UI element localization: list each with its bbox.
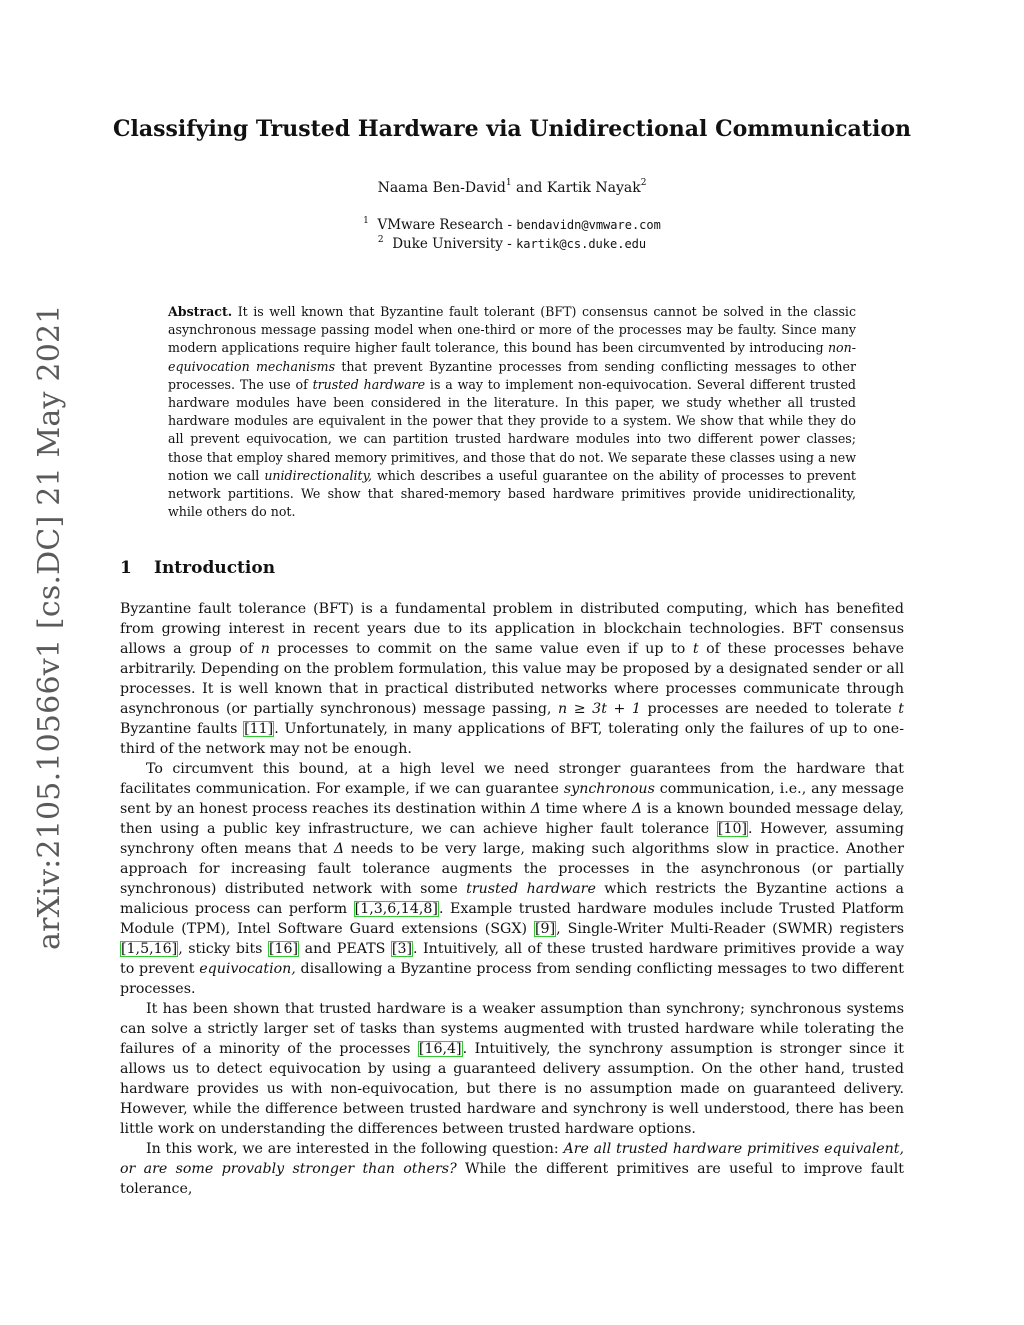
abstract-emphasis: unidirectionality, (264, 467, 373, 483)
abstract-text: is a way to implement non-equivocation. Several different trusted hardware modules have been considered in the literature. In this paper, we study whether all trusted hardware modules are equivalent in the power that they provide to a system. We show that while they do all prevent equivocation, we can partition trusted hardware modules into two different power classes; those that employ shared memory primitives, and those that do not. We separate these classes using a new notion we call (168, 376, 856, 483)
body-text: communication, i.e., any message sent by an honest process reaches its destination within (120, 781, 905, 817)
body-text: disallowing a Byzantine process from sending conflicting messages to two different processes. (120, 961, 904, 997)
author-name: Naama Ben-David (377, 180, 506, 196)
affiliation-line (112, 235, 912, 254)
emphasis: equivocation, (199, 961, 296, 977)
abstract-text: that prevent Byzantine processes from sending conflicting messages to other processes. The use of (168, 358, 856, 392)
paper-title: Classifying Trusted Hardware via Unidirectional Communication (113, 116, 911, 142)
affiliation-institution: Duke University - (392, 236, 512, 252)
paragraph (120, 759, 904, 999)
introduction-body (120, 599, 904, 1199)
citation-link[interactable]: [1,5,16] (121, 941, 178, 957)
research-question: Are all trusted hardware primitives equivalent, or are some provably stronger than others? (120, 1141, 904, 1177)
body-text: time where (545, 801, 628, 817)
body-text: , sticky bits (178, 941, 263, 957)
section-heading-introduction (120, 556, 275, 580)
author-email[interactable]: kartik@cs.duke.edu (516, 237, 647, 251)
affiliation-mark: 2 (377, 234, 384, 245)
body-text: Byzantine faults (120, 721, 238, 737)
arxiv-identifier-stamp: arXiv:2105.10566v1 [cs.DC] 21 May 2021 (32, 304, 67, 950)
body-text: processes to commit on the same value even if up to (277, 641, 686, 657)
math-variable: Δ (333, 841, 345, 857)
affiliation-mark: 1 (505, 178, 512, 189)
body-text: , Single-Writer Multi-Reader (SWMR) registers (556, 921, 904, 937)
body-text: needs to be very large, making such algorithms slow in practice. Another approach for increasing fault tolerance augments the processes in the asynchronous (or partially synchronous) distributed network with some (120, 841, 904, 897)
abstract-emphasis: non-equivocation mechanisms (168, 340, 856, 374)
body-text: . Example trusted hardware modules include Trusted Platform Module (TPM), Intel Software Guard extensions (SGX) (120, 901, 904, 937)
math-variable: n (260, 641, 270, 657)
citation-link[interactable]: [1,3,6,14,8] (354, 901, 438, 917)
affiliation-institution: VMware Research - (377, 217, 513, 233)
citation-link[interactable]: [16] (268, 941, 299, 957)
body-text: To circumvent this bound, at a high level we need stronger guarantees from the hardware that facilitates communication. For example, if we can guarantee (120, 761, 904, 797)
abstract (168, 303, 856, 521)
math-variable: t (692, 641, 699, 657)
body-text: is a known bounded message delay, then using a public key infrastructure, we can achieve higher fault tolerance (120, 801, 905, 837)
body-text: of these processes behave arbitrarily. Depending on the problem formulation, this value may be proposed by a designated sender or all processes. It is well known that in practical distributed networks where processes communicate through asynchronous (or partially synchronous) message passing, (120, 641, 905, 717)
author-email[interactable]: bendavidn@vmware.com (516, 218, 661, 232)
author-joiner: and (516, 180, 543, 196)
abstract-emphasis: trusted hardware (312, 376, 426, 392)
affiliation-list (112, 216, 912, 254)
paragraph (120, 1139, 904, 1199)
citation-link[interactable]: [11] (244, 721, 274, 737)
affiliation-line (112, 216, 912, 235)
emphasis: synchronous (563, 781, 655, 797)
body-text: which restricts the Byzantine actions a malicious process can perform (120, 881, 904, 917)
emphasis: trusted hardware (466, 881, 596, 897)
citation-link[interactable]: [9] (535, 921, 556, 937)
math-expression: n ≥ 3t + 1 (558, 701, 641, 717)
body-text: Byzantine fault tolerance (BFT) is a fundamental problem in distributed computing, which has benefited from growing interest in recent years due to its application in blockchain technologies. BFT consensus allows a group of (120, 601, 904, 657)
body-text: . However, assuming synchrony often means that (120, 821, 904, 857)
math-variable: t (898, 701, 904, 717)
section-number: 1 (120, 558, 132, 578)
body-text: In this work, we are interested in the following question: (146, 1141, 559, 1157)
affiliation-mark: 1 (363, 215, 369, 226)
body-text: . Intuitively, all of these trusted hardware primitives provide a way to prevent (120, 941, 905, 977)
abstract-label: Abstract. (168, 304, 233, 319)
paragraph (120, 599, 904, 759)
section-title: Introduction (154, 558, 276, 578)
body-text: While the different primitives are useful to improve fault tolerance, (120, 1161, 904, 1197)
body-text: . Unfortunately, in many applications of BFT, tolerating only the failures of up to one-third of the network may not be enough. (120, 721, 904, 757)
body-text: It has been shown that trusted hardware is a weaker assumption than synchrony; synchronous systems can solve a strictly larger set of tasks than systems augmented with trusted hardware while tolerating the failures of a minority of the processes (120, 1001, 904, 1057)
paragraph (120, 999, 904, 1139)
math-variable: Δ (631, 801, 643, 817)
author-name: Kartik Nayak (546, 180, 641, 196)
abstract-text: which describes a useful guarantee on the ability of processes to prevent network partitions. We show that shared-memory based hardware primitives provide unidirectionality, while others do not. (168, 467, 856, 520)
affiliation-mark: 2 (640, 178, 647, 189)
citation-link[interactable]: [16,4] (418, 1041, 462, 1057)
author-list (112, 178, 912, 198)
body-text: . Intuitively, the synchrony assumption is stronger since it allows us to detect equivocation by using a guaranteed delivery assumption. On the other hand, trusted hardware provides us with non-equivocation, but there is no assumption made on guaranteed delivery. However, while the difference between trusted hardware and synchrony is well understood, there has been little work on understanding the differences between trusted hardware options. (120, 1041, 904, 1137)
body-text: and PEATS (304, 941, 386, 957)
abstract-text: It is well known that Byzantine fault tolerant (BFT) consensus cannot be solved in the classic asynchronous message passing model when one-third or more of the processes may be faulty. Since many modern applications require higher fault tolerance, this bound has been circumvented by introducing (168, 304, 856, 356)
citation-link[interactable]: [10] (717, 821, 748, 837)
citation-link[interactable]: [3] (391, 941, 413, 957)
body-text: processes are needed to tolerate (647, 701, 892, 717)
math-variable: Δ (530, 801, 541, 817)
